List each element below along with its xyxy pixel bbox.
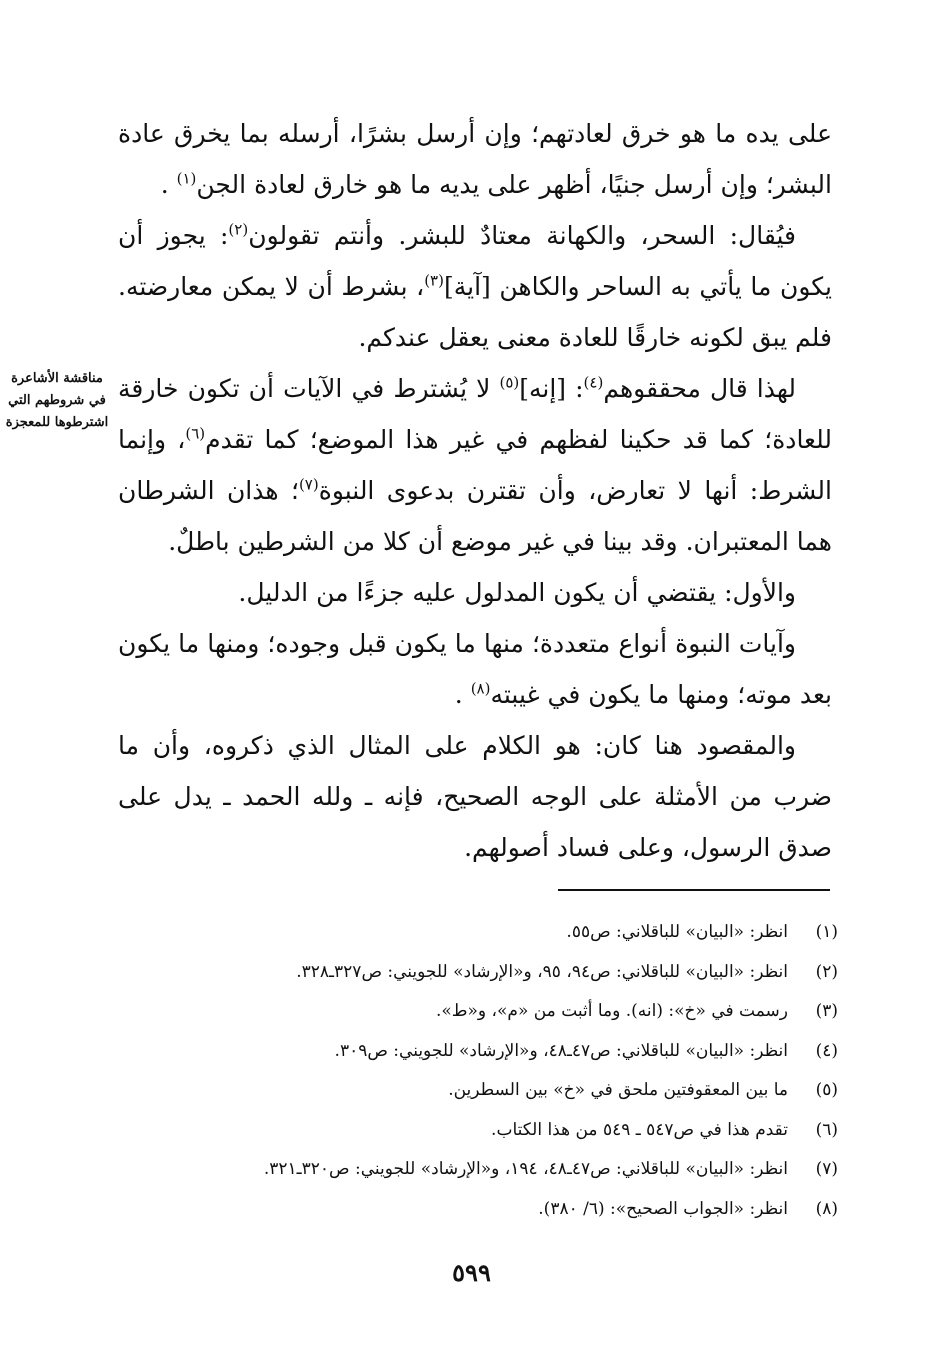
text-run: . [160,170,177,199]
paragraph [118,720,832,873]
footnote-number: (١) [815,922,838,942]
footnote-number: (٨) [815,1198,838,1219]
paragraph [118,108,832,210]
footnote-number: (٢) [815,961,838,982]
footnote-reference: (٨) [470,679,491,698]
footnote [100,1150,840,1190]
paragraph [118,567,832,618]
footnote [100,992,840,1032]
text-run: لهذا قال محققوهم [603,374,796,403]
text-run: : يجوز أن يكون ما يأتي به الساحر والكاهن [آية] [118,221,832,301]
text-run: ، بشرط أن لا يمكن معارضته. فلم يبق لكونه خارقًا للعادة معنى يعقل عندكم. [118,272,832,352]
footnote-reference: (١) [176,169,197,188]
text-run: ؛ هذان الشرطان هما المعتبران. وقد بينا في غير موضع أن كلا من الشرطين باطلٌ. [118,476,832,556]
page-number: ٥٩٩ [452,1258,491,1287]
text-run: ، وإنما الشرط: أنها لا تعارض، وأن تقترن بدعوى النبوة [118,425,832,505]
footnote-reference: (٣) [424,271,444,290]
text-run: والمقصود هنا كان: هو الكلام على المثال الذي ذكروه، وأن ما ضرب من الأمثلة على الوجه الصحيح، فإنه ـ ولله الحمد ـ يدل على صدق الرسول، وعلى فساد أصولهم. [118,731,832,862]
footnote-number: (٦) [815,1119,838,1140]
margin-note-line: في شروطهم التي [8,393,106,408]
footnote-reference: (٧) [298,475,319,494]
margin-note-line: اشترطوها للمعجزة [5,415,109,430]
footnote [100,1071,840,1111]
text-run: لا يُشترط في الآيات أن تكون خارقة للعادة؛ كما قد حكينا لفظهم في غير هذا الموضع؛ كما تقدم [118,374,833,454]
main-text [118,108,832,873]
footnote-reference: (٦) [185,424,206,443]
paragraph [118,210,832,363]
footnote-text: ما بين المعقوفتين ملحق في «خ» بين السطرين. [448,1080,788,1100]
footnote [100,913,840,953]
margin-note [2,368,112,434]
text-run: . [454,680,471,709]
footnote-reference: (٢) [228,220,249,239]
paragraph [118,363,832,567]
footnote-text: انظر: «البيان» للباقلاني: ص٥٥. [566,922,788,942]
footnote-number: (٧) [815,1159,838,1179]
paragraph [118,618,832,720]
footnote-text: تقدم هذا في ص٥٤٧ ـ ٥٤٩ من هذا الكتاب. [491,1119,788,1140]
footnote [100,953,840,993]
footnote-text: انظر: «الجواب الصحيح»: (٦/ ٣٨٠). [538,1198,788,1219]
footnote-number: (٣) [815,1001,838,1021]
footnotes [100,913,840,1229]
footnote-text: رسمت في «خ»: (انه). وما أثبت من «م»، و«ط». [435,1001,788,1021]
text-run: فيُقال: السحر، والكهانة معتادٌ للبشر. وأنتم تقولون [248,221,796,250]
footnote-separator [558,889,830,891]
footnote [100,1111,840,1151]
footnote [100,1032,840,1072]
footnote-number: (٤) [815,1040,838,1061]
footnote [100,1190,840,1230]
footnote-text: انظر: «البيان» للباقلاني: ص٤٧ـ٤٨، ١٩٤، و«الإرشاد» للجويني: ص٣٢٠ـ٣٢١. [263,1159,788,1179]
text-run: وآيات النبوة أنواع متعددة؛ منها ما يكون قبل وجوده؛ ومنها ما يكون بعد موته؛ ومنها ما يكون في غيبته [118,629,832,709]
text-run: : [إنه] [519,374,584,403]
footnote-text: انظر: «البيان» للباقلاني: ص٩٤، ٩٥، و«الإرشاد» للجويني: ص٣٢٧ـ٣٢٨. [296,961,788,982]
text-run: والأول: يقتضي أن يكون المدلول عليه جزءًا من الدليل. [238,578,796,607]
text-run: على يده ما هو خرق لعادتهم؛ وإن أرسل بشرًا، أرسله بما يخرق عادة البشر؛ وإن أرسل جنيًا، أظهر على يديه ما هو خارق لعادة الجن [118,119,832,199]
margin-note-line: مناقشة الأشاعرة [11,371,103,386]
footnote-text: انظر: «البيان» للباقلاني: ص٤٧ـ٤٨، و«الإرشاد» للجويني: ص٣٠٩. [334,1040,788,1061]
footnote-number: (٥) [815,1080,838,1100]
footnote-reference: (٥) [499,373,520,392]
footnote-reference: (٤) [583,373,604,392]
